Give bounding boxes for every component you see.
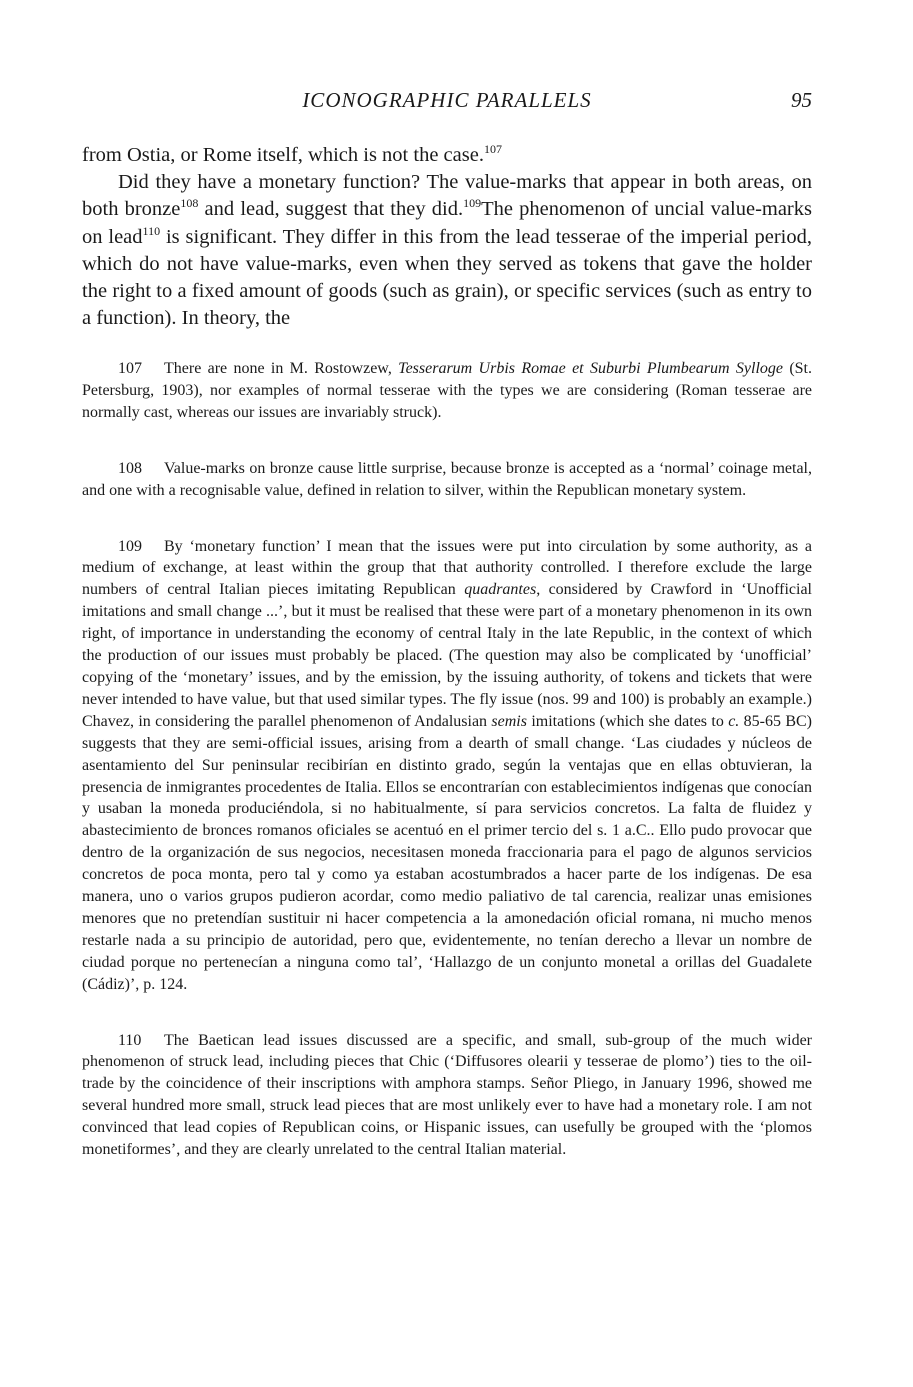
footnote-108 [82,458,812,502]
footnote-ref[interactable]: 110 [142,223,161,238]
footnotes [82,358,812,1195]
footnote-number: 108 [118,459,142,477]
paragraph [82,142,812,169]
footnote-text: imitations (which she dates to [526,712,729,730]
footnote-ref[interactable]: 107 [483,142,502,156]
footnote-110 [82,1030,812,1161]
footnote-number: 109 [118,537,142,555]
running-title: ICONOGRAPHIC PARALLELS [302,88,592,112]
main-text [82,142,812,332]
footnote-text: Value-marks on bronze cause little surprise, because bronze is accepted as a ‘normal’ coinage metal, and one with a recognisable value, defined in relation to silver, within the Republican monetary system. [82,459,812,499]
footnote-title: Tesserarum Urbis Romae et Suburbi Plumbearum Sylloge [398,360,783,377]
footnote-ref[interactable]: 108 [180,196,199,211]
running-head [82,88,812,118]
footnote-number: 110 [118,1031,142,1049]
footnote-107 [82,358,812,424]
footnote-text: The Baetican lead issues discussed are a specific, and small, sub-group of the much wider phenomenon of struck lead, including pieces that Chic (‘Diffusores olearii y tesserae de plomo’) ties to the oil-trade by the coincidence of their inscriptions with amphora stamps. Señor Pliego, in January 1996, showed me several hundred more small, struck lead pieces that are most unlikely ever to have had a monetary role. I am not convinced that lead copies of Republican coins, or Hispanic issues, can usefully be grouped with the ‘plomos monetiformes’, and they are clearly unrelated to the central Italian material. [82,1031,812,1159]
footnote-emphasis: c. [728,712,740,730]
footnote-text: 85-65 BC) suggests that they are semi-official issues, arising from a dearth of small change. ‘Las ciudades y núcleos de asentamiento del Sur peninsular recibirían en distinto grado, según la ventajas que en ellas obtuvieran, la presencia de inmigrantes procedentes de Italia. Ellos se encontrarían con establecimientos indígenas que conocían y usaban la moneda produciéndola, si no habitualmente, sí para servicios concretos. La falta de fluidez y abastecimiento de bronces romanos oficiales se acentuó en el primer tercio del s. 1 a.C.. Ello pudo provocar que dentro de la organización de sus negocios, necesitasen moneda fraccionaria para el pago de algunos servicios concretos de poca monta, pero tal y como ya estaban acostumbrados a hacer parte de los indígenas. De esa manera, uno o varios grupos pudieron acordar, como medio paliativo de tal carencia, realizar unas emisiones menores que no pretendían sustituir ni hacer competencia a la amonedación oficial romana, ni mucho menos restarle nada a su principio de autoridad, pero que, evidentemente, no tenían derecho a llevar un nombre de ciudad porque no pertenecían a ninguna como tal’, ‘Hallazgo de un conjunto monetal a orillas del Guadalete (Cádiz)’, p. 124. [82,712,813,993]
paragraph-text: The phenomenon of uncial value-marks on lead [82,198,812,248]
footnote-number: 107 [118,360,142,377]
footnote-text: By ‘monetary function’ I mean that the issues were put into circulation by some authority, as a medium of exchange, at least within the group that that authority controlled. I therefore exclude the large numbers of central Italian pieces imitating Republican [82,537,812,599]
footnote-text: There are none in M. Rostowzew, [164,360,399,377]
paragraph-text: Did they have a monetary function? The value-marks that appear in both areas, on both bronze [82,171,812,221]
footnote-emphasis: semis [491,712,527,730]
paragraph-text: is significant. They differ in this from the lead tesserae of the imperial period, which do not have value-marks, even when they served as tokens that gave the holder the right to a fixed amount of goods (such as grain), or specific services (such as entry to a function). In theory, the [82,225,812,330]
footnote-text: , considered by Crawford in ‘Unofficial imitations and small change ...’, but it must be realised that these were part of a monetary phenomenon in its own right, of importance in understanding the economy of central Italy in the late Republic, in the context of which the production of our issues must probably be placed. (The question may also be complicated by ‘unofficial’ copying of the ‘monetary’ issues, and by the emission, by the issuing authority, of tokens and tickets that were never intended to have value, but that used similar types. The fly issue (nos. 99 and 100) is probably an example.) Chavez, in considering the parallel phenomenon of Andalusian [82,581,812,730]
footnote-109 [82,536,812,996]
footnote-emphasis: quadrantes [464,581,537,599]
paragraph-text: from Ostia, or Rome itself, which is not the case. [82,144,484,166]
footnote-text: (St. Petersburg, 1903), nor examples of normal tesserae with the types we are considering (Roman tesserae are normally cast, whereas our issues are invariably struck). [82,360,812,421]
paragraph [82,169,812,332]
page-number: 95 [791,88,812,112]
footnote-ref[interactable]: 109 [463,196,482,211]
paragraph-text: and lead, suggest that they did. [198,198,464,221]
